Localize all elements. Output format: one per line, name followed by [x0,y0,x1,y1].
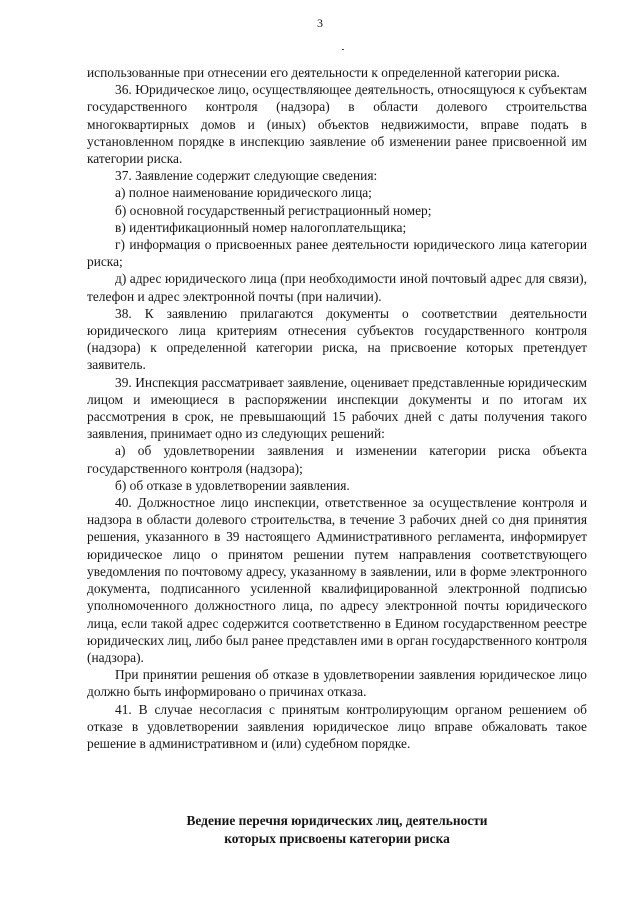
list-item-37a: а) полное наименование юридического лица; [115,185,372,201]
scan-artifact [342,49,344,50]
section-heading-line-2: которых присвоены категории риска [224,831,450,846]
paragraph-38: 38. К заявлению прилагаются документы о соответствии деятельности юридического лица критериям отнесения субъектов государственного контроля (надзора) к определенной категории риска, на присвоение которых претендует заявитель. [87,305,587,373]
list-item-39a: а) об удовлетворении заявления и изменении категории риска объекта государственного контроля (надзора); [87,443,587,476]
document-body [87,64,587,752]
paragraph-36: 36. Юридическое лицо, осуществляющее деятельность, относящуюся к субъектам государственного контроля (надзора) в области долевого строительства многоквартирных домов и (иных) объектов недвижимости, вправе подать в установленном порядке в инспекцию заявление об изменении ранее присвоенной им категории риска. [87,82,587,167]
page-number: 3 [317,16,323,30]
paragraph-39: 39. Инспекция рассматривает заявление, оценивает представленные юридическим лицом и имеющиеся в распоряжении инспекции документы и по итогам их рассмотрения в срок, не превышающий 15 рабочих дней с даты получения такого заявления, принимает одно из следующих решений: [87,374,587,442]
paragraph-40: 40. Должностное лицо инспекции, ответственное за осуществление контроля и надзора в области долевого строительства, в течение 3 рабочих дней со дня принятия решения, указанного в 39 настоящего Административного регламента, информирует юридическое лицо о принятом решении путем направления соответствующего уведомления по почтовому адресу, указанному в заявлении, или в форме электронного документа, подписанного усиленной квалифицированной электронной подписью уполномоченного должностного лица, по адресу электронной почты юридического лица, если такой адрес содержится соответственно в Едином государственном реестре юридических лиц, либо был ранее представлен ими в орган государственного контроля (надзора). [87,495,587,665]
list-item-37b: б) основной государственный регистрационный номер; [115,202,432,218]
list-item-37d: г) информация о присвоенных ранее деятельности юридического лица категории риска; [87,237,587,270]
section-heading [87,812,587,848]
list-item-37c: в) идентификационный номер налогоплательщика; [115,219,407,235]
paragraph-40-refusal: При принятии решения об отказе в удовлетворении заявления юридическое лицо должно быть информировано о причинах отказа. [87,667,587,700]
paragraph-37: 37. Заявление содержит следующие сведения: [115,168,378,184]
list-item-39b: б) об отказе в удовлетворении заявления. [115,477,350,493]
section-heading-line-1: Ведение перечня юридических лиц, деятельности [186,813,488,828]
paragraph-continuation: использованные при отнесении его деятельности к определенной категории риска. [87,65,560,80]
list-item-37e: д) адрес юридического лица (при необходимости иной почтовый адрес для связи), телефон и адрес электронной почты (при наличии). [87,271,587,304]
paragraph-41: 41. В случае несогласия с принятым контролирующим органом решением об отказе в удовлетворении заявления юридическое лицо вправе обжаловать такое решение в административном и (или) судебном порядке. [87,701,587,751]
